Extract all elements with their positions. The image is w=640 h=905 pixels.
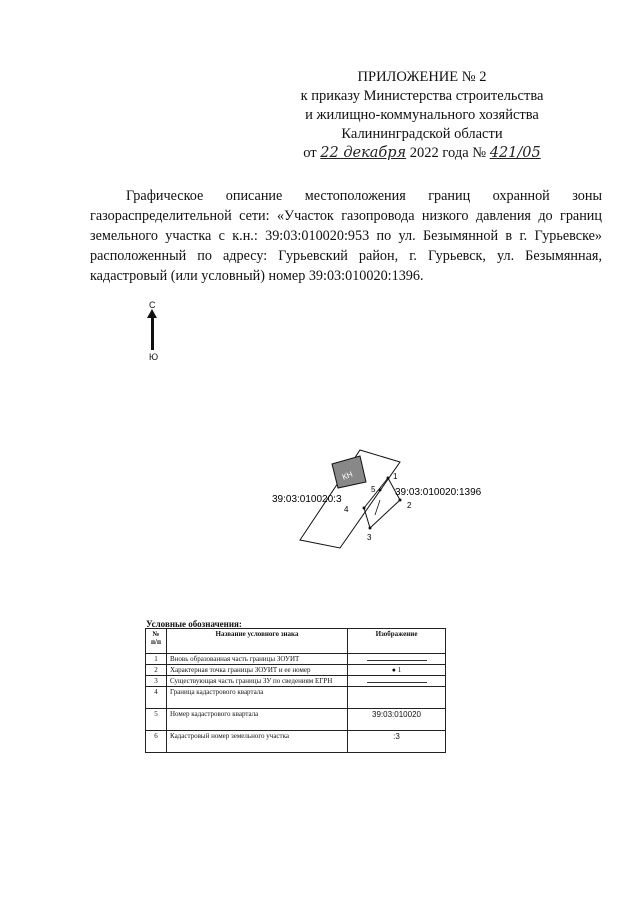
- legend-num: 4: [146, 687, 167, 709]
- legend-image: [348, 687, 446, 709]
- legend-num: 3: [146, 676, 167, 687]
- point-marker-1: [387, 477, 390, 480]
- appendix-title: ПРИЛОЖЕНИЕ № 2: [357, 69, 487, 85]
- north-arrow-shaft: [151, 316, 154, 350]
- legend-name: Вновь образованная часть границы ЗОУИТ: [167, 654, 348, 665]
- point-marker-3: [369, 527, 372, 530]
- header-name: Название условного знака: [167, 629, 348, 654]
- year-text: 2022 года №: [409, 145, 487, 161]
- legend-header-row: [146, 629, 446, 654]
- boundary-line-2: [364, 508, 370, 528]
- site-plan: [260, 440, 520, 550]
- boundary-line-4: [364, 478, 388, 508]
- point-marker-5: [379, 489, 382, 492]
- legend-name: Существующая часть границы ЗУ по сведениям ЕГРН: [167, 676, 348, 687]
- order-reference: к приказу Министерства строительства: [300, 88, 544, 104]
- legend-num: 5: [146, 709, 167, 731]
- handwritten-number: 421/05: [489, 145, 541, 161]
- legend-name: Граница кадастрового квартала: [167, 687, 348, 709]
- legend-row: [146, 654, 446, 665]
- legend-image: [348, 676, 446, 687]
- point-label-4: 4: [344, 505, 349, 514]
- ministry-line: и жилищно-коммунального хозяйства: [305, 107, 539, 123]
- legend-row: [146, 665, 446, 676]
- existing-boundary-line-sample: [367, 682, 427, 683]
- legend-image: [348, 654, 446, 665]
- legend-name: Характерная точка границы ЗОУИТ и ее номер: [167, 665, 348, 676]
- document-header: [272, 68, 572, 163]
- north-arrow: [143, 300, 163, 370]
- legend-row: [146, 731, 446, 753]
- legend-num: 2: [146, 665, 167, 676]
- building-label: КН: [340, 469, 354, 482]
- legend-table: [145, 628, 446, 753]
- legend-num: 6: [146, 731, 167, 753]
- description-paragraph: Графическое описание местоположения границ охранной зоны газораспределительной сети: «Участок газопровода низкого давления до границ земельного участка с к.н.: 39:03:010020:953 по ул. Безымянной в г. Гурьевске» расположенный по адресу: Гурьевский район, г. Гурьевск, ул. Безымянная, кадастровый (или условный) номер 39:03:010020:1396.: [90, 188, 602, 284]
- new-boundary-line-sample: [367, 660, 427, 661]
- legend-row: [146, 687, 446, 709]
- region-line: Калининградской области: [341, 126, 503, 142]
- legend-num: 1: [146, 654, 167, 665]
- parcel-label-right: 39:03:010020:1396: [395, 487, 482, 498]
- header-image: Изображение: [348, 629, 446, 654]
- header-num: № п/п: [146, 629, 167, 654]
- date-prefix: от: [303, 145, 317, 161]
- date-line: [272, 144, 572, 163]
- legend-row: [146, 676, 446, 687]
- legend-name: Кадастровый номер земельного участка: [167, 731, 348, 753]
- zone-line-a: [375, 500, 380, 515]
- boundary-line-3: [370, 500, 400, 528]
- point-label-3: 3: [367, 533, 372, 542]
- point-label-2: 2: [407, 501, 412, 510]
- legend-image: :3: [348, 731, 446, 753]
- point-marker-2: [399, 499, 402, 502]
- north-label: С: [149, 300, 156, 310]
- point-label-1: 1: [393, 472, 398, 481]
- legend-row: [146, 709, 446, 731]
- legend-title: Условные обозначения:: [146, 619, 242, 629]
- south-label: Ю: [149, 352, 159, 362]
- point-label-5: 5: [371, 485, 376, 494]
- point-marker-4: [363, 507, 366, 510]
- legend-name: Номер кадастрового квартала: [167, 709, 348, 731]
- legend-image: 39:03:010020: [348, 709, 446, 731]
- handwritten-date: 22 декабря: [320, 145, 407, 161]
- legend-image: ● 1: [348, 665, 446, 676]
- parcel-label-left: 39:03:010020:3: [272, 494, 342, 505]
